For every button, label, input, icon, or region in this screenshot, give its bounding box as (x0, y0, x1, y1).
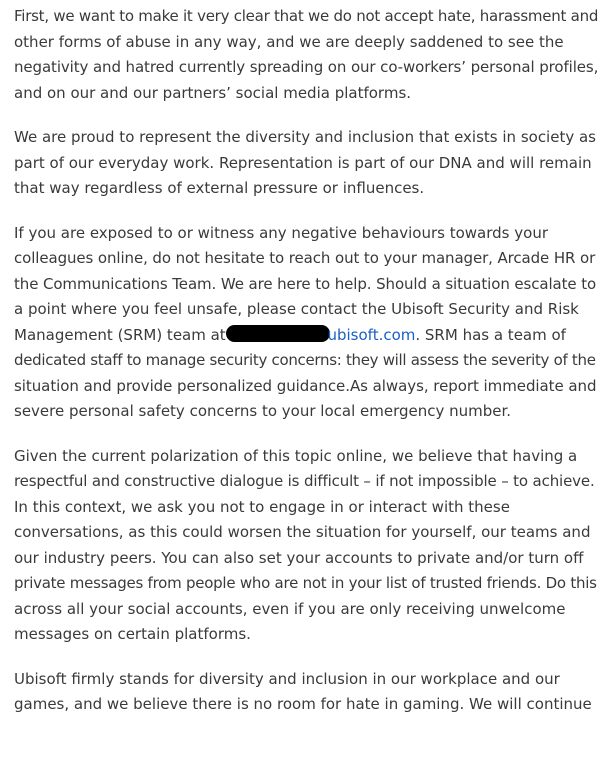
text-line: a point where you feel unsafe, please contact the Ubisoft Security and Risk (14, 300, 579, 318)
text-line: situation and provide personalized guidance.As always, report immediate and (14, 376, 597, 395)
document-body (14, 4, 598, 737)
text-line: conversations, as this could worsen the situation for yourself, our teams and (14, 523, 591, 541)
srm-email-link[interactable]: ubisoft.com (327, 325, 416, 344)
paragraph-no-abuse (14, 4, 598, 106)
text-line: the Communications Team. We are here to help. Should a situation escalate to (14, 274, 597, 293)
text-line: severe personal safety concerns to your local emergency number. (14, 402, 512, 420)
text-line: In this context, we ask you not to engage in or interact with these (14, 497, 510, 516)
text-line: and on our and our partners’ social media platforms. (14, 83, 412, 102)
text-line: other forms of abuse in any way, and we are deeply saddened to see the (14, 32, 564, 51)
text-line: games, and we believe there is no room for hate in gaming. We will continue (14, 695, 592, 713)
text-line: respectful and constructive dialogue is difficult – if not impossible – to achieve. (14, 472, 595, 490)
paragraph-diversity (14, 125, 598, 202)
text-line: our industry peers. You can also set your accounts to private and/or turn off (14, 548, 584, 567)
email-line-suffix: . SRM has a team of (415, 325, 566, 344)
email-line-prefix: Management (SRM) team at (14, 325, 226, 344)
text-line: that way regardless of external pressure or influences. (14, 179, 425, 197)
text-line: messages on certain platforms. (14, 625, 251, 643)
text-line: colleagues online, do not hesitate to reach out to your manager, Arcade HR or (14, 249, 596, 267)
paragraph-commitment (14, 667, 598, 718)
paragraph-support-contacts (14, 221, 598, 425)
text-line: part of our everyday work. Representation is part of our DNA and will remain (14, 153, 592, 172)
text-line: across all your social accounts, even if you are only receiving unwelcome (14, 599, 566, 618)
text-line: If you are exposed to or witness any negative behaviours towards your (14, 223, 548, 242)
paragraph-dialogue-advice (14, 444, 598, 648)
text-line: Ubisoft firmly stands for diversity and inclusion in our workplace and our (14, 669, 560, 688)
email-text-line (14, 323, 598, 349)
redaction-mark (226, 325, 330, 342)
text-line: We are proud to represent the diversity and inclusion that exists in society as (14, 128, 596, 146)
text-line: Given the current polarization of this topic online, we believe that having a (14, 446, 578, 465)
text-line: private messages from people who are not in your list of trusted friends. Do this (14, 574, 597, 592)
text-line: negativity and hatred currently spreading on our co-workers’ personal profiles, (14, 58, 599, 76)
text-line: dedicated staff to manage security concerns: they will assess the severity of the (14, 351, 596, 369)
text-line: First, we want to make it very clear that we do not accept hate, harassment and (14, 7, 599, 25)
